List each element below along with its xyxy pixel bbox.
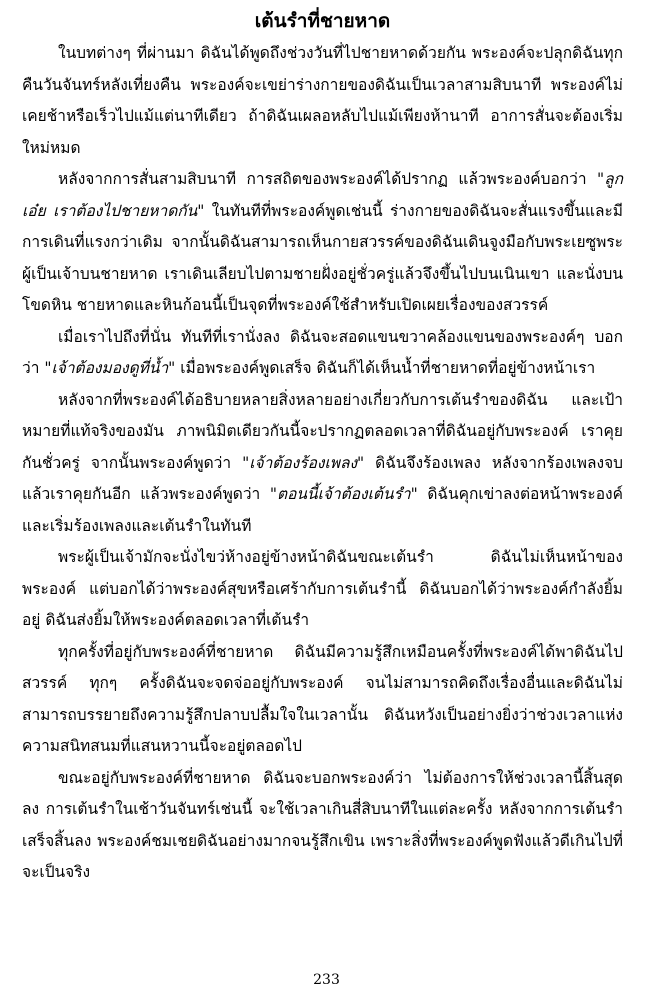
paragraph xyxy=(22,637,623,763)
paragraph xyxy=(22,542,623,637)
quoted-speech: "เจ้าต้องร้องเพลง" xyxy=(242,453,365,472)
quoted-speech: "เจ้าต้องมองดูที่น้ำ" xyxy=(44,359,176,377)
page-number: 233 xyxy=(313,972,340,988)
paragraph-text: ทุกครั้งที่อยู่กับพระองค์ที่ชายหาด ดิฉันมีความรู้สึกเหมือนครั้งที่พระองค์ได้พาดิฉันไปสวรรค์ ทุกๆ ครั้งดิฉันจะจดจ่ออยู่กับพระองค์ จนไม่สามารถคิดถึงเรื่องอื่นและดิฉันไม่สามารถบรรยายถึงความรู้สึกปลาบปลื้มใจในเวลานั้น ดิฉันหวังเป็นอย่างยิ่งว่าช่วงเวลาแห่งความสนิทสนมที่แสนหวานนี้จะอยู่ตลอดไป xyxy=(22,642,623,755)
paragraph xyxy=(22,385,623,543)
paragraph-text: ดิฉันจึงร้องเพลง หลังจากร้องเพลงจบแล้วเราคุยกันอีก แล้วพระองค์พูดว่า xyxy=(22,453,624,503)
paragraph xyxy=(22,322,623,385)
paragraph-text: ในทันทีที่พระองค์พูดเช่นนี้ ร่างกายของดิฉันจะสั่นแรงขึ้นและมีการเดินที่แรงกว่าเดิม จากนั้นดิฉันสามารถเห็นกายสวรรค์ของดิฉันเดินจูงมือกับพระเยซูพระผู้เป็นเจ้าบนชายหาด เราเดินเลียบไปตามชายฝั่งอยู่ชั่วครู่แล้วจึงขึ้นไปบนเนินเขา และนั่งบนโขดหิน ชายหาดและหินก้อนนี้เป็นจุดที่พระองค์ใช้สำหรับเปิดเผยเรื่องของสวรรค์ xyxy=(22,201,623,314)
paragraph xyxy=(22,38,623,164)
paragraph-text: พระผู้เป็นเจ้ามักจะนั่งไขว่ห้างอยู่ข้างหน้าดิฉันขณะเต้นรำ ดิฉันไม่เห็นหน้าของพระองค์ แต่บอกได้ว่าพระองค์สุขหรือเศร้ากับการเต้นรำนี้ ดิฉันบอกได้ว่าพระองค์กำลังยิ้มอยู่ ดิฉันส่งยิ้มให้พระองค์ตลอดเวลาที่เต้นรำ xyxy=(22,548,623,629)
paragraph-text: เมื่อเราไปถึงที่นั่น ทันทีที่เรานั่งลง ดิฉันจะสอดแขนขวาคล้องแขนของพระองค์ๆ บอกว่า xyxy=(22,327,623,377)
paragraph xyxy=(22,164,623,322)
paragraph-text: ขณะอยู่กับพระองค์ที่ชายหาด ดิฉันจะบอกพระองค์ว่า ไม่ต้องการให้ช่วงเวลานี้สิ้นสุดลง การเต้นรำในเช้าวันจันทร์เช่นนี้ จะใช้เวลาเกินสี่สิบนาทีในแต่ละครั้ง หลังจากการเต้นรำเสร็จสิ้นลง พระองค์ชมเชยดิฉันอย่างมากจนรู้สึกเขิน เพราะสิ่งที่พระองค์พูดฟังแล้วดีเกินไปที่จะเป็นจริง xyxy=(22,768,623,881)
paragraph xyxy=(22,763,623,889)
paragraph-text: หลังจากการสั่นสามสิบนาที การสถิตของพระองค์ได้ปรากฏ แล้วพระองค์บอกว่า xyxy=(58,170,597,188)
paragraph-text: ดิฉันคุกเข่าลงต่อหน้าพระองค์ และเริ่มร้องเพลงและเต้นรำในทันที xyxy=(22,485,623,535)
quoted-speech: "ลูกเอ๋ย เราต้องไปชายหาดกัน" xyxy=(22,170,623,220)
chapter-title: เต้นรำที่ชายหาด xyxy=(254,10,391,32)
paragraph-text: หลังจากที่พระองค์ได้อธิบายหลายสิ่งหลายอย่างเกี่ยวกับการเต้นรำของดิฉัน และเป้าหมายที่แท้จริงของมัน ภาพนิมิตเดียวกันนี้จะปรากฏตลอดเวลาที่ดิฉันอยู่กับพระองค์ เราคุยกันชั่วครู่ จากนั้นพระองค์พูดว่า xyxy=(22,390,623,472)
paragraph-text: เมื่อพระองค์พูดเสร็จ ดิฉันก็ได้เห็นน้ำที่ชายหาดที่อยู่ข้างหน้าเรา xyxy=(175,359,596,377)
quoted-speech: "ตอนนี้เจ้าต้องเต้นรำ" xyxy=(269,485,418,503)
paragraph-text: ในบทต่างๆ ที่ผ่านมา ดิฉันได้พูดถึงช่วงวันที่ไปชายหาดด้วยกัน พระองค์จะปลุกดิฉันทุกคืนวันจันทร์หลังเที่ยงคืน พระองค์จะเขย่าร่างกายของดิฉันเป็นเวลาสามสิบนาที พระองค์ไม่เคยช้าหรือเร็วไปแม้แต่นาทีเดียว ถ้าดิฉันเผลอหลับไปแม้เพียงห้านาที อาการสั่นจะต้องเริ่มใหม่หมด xyxy=(22,44,623,157)
